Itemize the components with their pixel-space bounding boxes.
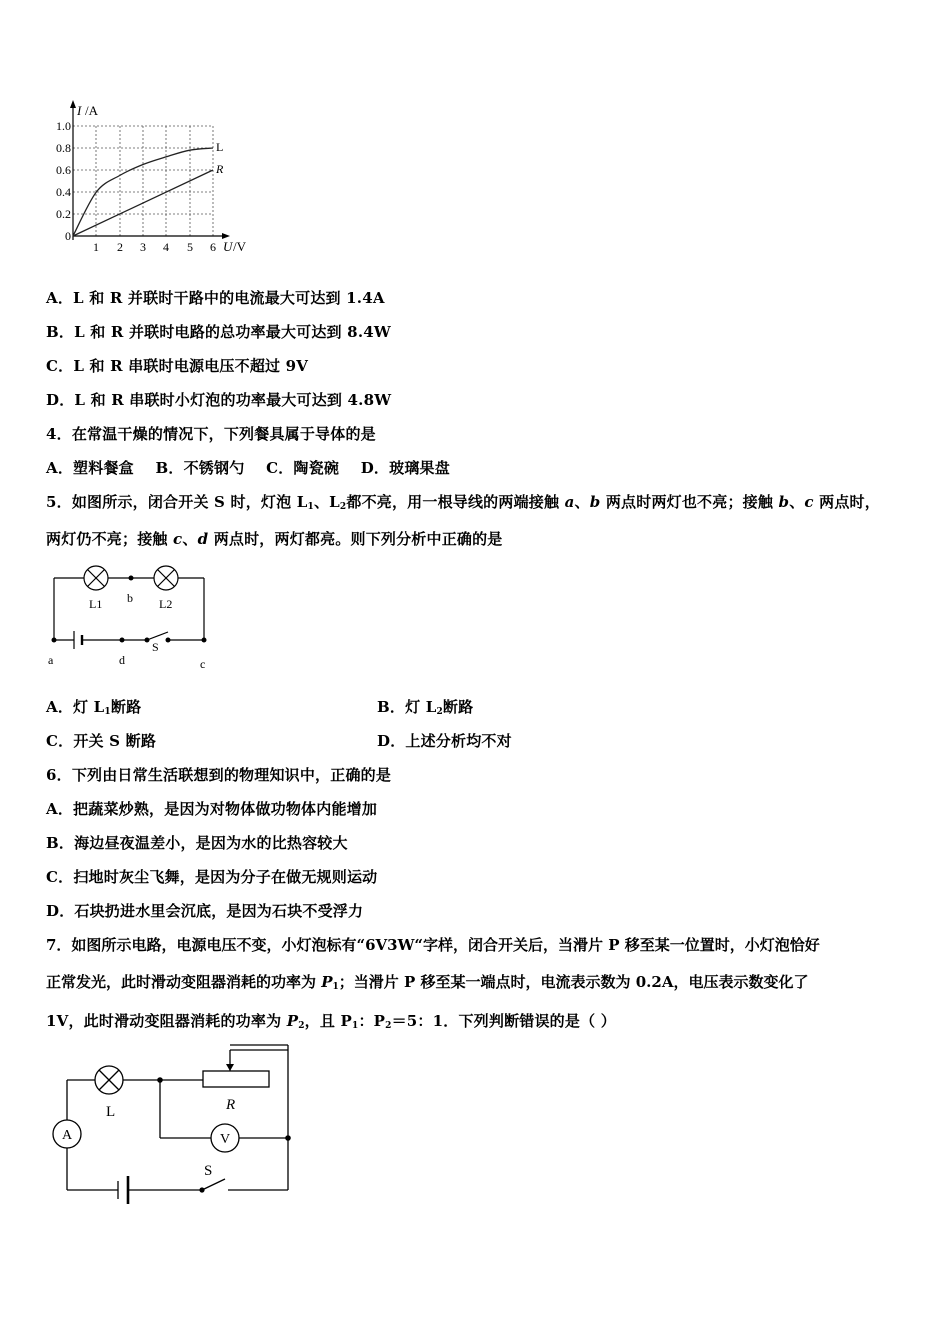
x-tick-label: 3 xyxy=(140,240,146,254)
q7-stem-line2: 正常发光，此时滑动变阻器消耗的功率为 $P_1$；当滑片 P 移至某一端点时，电流表示数为 0.2A，电压表示数变化了 xyxy=(46,973,809,992)
q5-circuit-diagram xyxy=(42,560,222,675)
q3-option-b: B．L 和 R 并联时电路的总功率最大可达到 8.4W xyxy=(46,323,391,341)
y-tick-label: 0 xyxy=(65,229,71,243)
q7-stem-line3: 1V，此时滑动变阻器消耗的功率为 $P_2$，且 $P_1$：$P_2=5$：1．下列判断错误的是（ ） xyxy=(46,1012,616,1031)
label-s: S xyxy=(152,640,159,654)
q6-option-a: A．把蔬菜炒熟，是因为对物体做功物体内能增加 xyxy=(46,800,378,818)
q6-option-b: B．海边昼夜温差小，是因为水的比热容较大 xyxy=(46,834,348,852)
y-tick-label: 1.0 xyxy=(56,119,71,133)
bulb-l1-icon xyxy=(84,566,108,590)
x-axis-label-unit: /V xyxy=(233,239,246,254)
x-tick-label: 2 xyxy=(117,240,123,254)
q3-option-d: D．L 和 R 串联时小灯泡的功率最大可达到 4.8W xyxy=(46,391,392,409)
label-b: b xyxy=(127,591,133,605)
x-tick-label: 1 xyxy=(93,240,99,254)
svg-text:V: V xyxy=(219,1132,231,1147)
x-tick-label: 6 xyxy=(210,240,216,254)
q5-option-a: A．灯 $L_1$断路 xyxy=(46,698,142,717)
q4-stem: 4．在常温干燥的情况下，下列餐具属于导体的是 xyxy=(46,425,376,443)
iu-graph xyxy=(40,98,260,258)
x-tick-label: 4 xyxy=(163,240,169,254)
label-s: S xyxy=(204,1163,213,1179)
q5-stem-line2: 两灯仍不亮；接触 c、d 两点时，两灯都亮。则下列分析中正确的是 xyxy=(46,530,503,548)
x-axis-label-u: U xyxy=(223,239,233,254)
q5-option-c: C．开关 S 断路 xyxy=(46,732,157,750)
q5-stem-line1: 5．如图所示，闭合开关 S 时，灯泡 $L_1$、$L_2$都不亮，用一根导线的两端接触 a、b 两点时两灯也不亮；接触 b、c 两点时， xyxy=(46,493,880,512)
label-l1: L1 xyxy=(89,597,103,611)
label-l: L xyxy=(106,1104,116,1120)
battery-icon xyxy=(74,631,82,649)
label-l2: L2 xyxy=(159,597,173,611)
q6-stem: 6．下列由日常生活联想到的物理知识中，正确的是 xyxy=(46,766,392,784)
q5-option-b: B．灯 $L_2$断路 xyxy=(377,698,474,717)
q7-circuit-diagram xyxy=(40,1040,310,1205)
label-d: d xyxy=(119,653,125,667)
q4-options: A．塑料餐盒 B．不锈钢勺 C．陶瓷碗 D．玻璃果盘 xyxy=(46,459,450,477)
bulb-l2-icon xyxy=(154,566,178,590)
svg-text:A: A xyxy=(61,1128,73,1143)
y-tick-label: 0.4 xyxy=(56,185,71,199)
battery-icon xyxy=(118,1176,128,1204)
voltmeter-icon xyxy=(211,1124,239,1152)
q3-option-a: A．L 和 R 并联时干路中的电流最大可达到 1.4A xyxy=(46,289,385,307)
curve-l-label: L xyxy=(216,140,224,154)
q3-option-c: C．L 和 R 串联时电源电压不超过 9V xyxy=(46,357,309,375)
q5-option-d: D．上述分析均不对 xyxy=(377,732,512,750)
lamp-icon xyxy=(95,1066,123,1094)
q6-option-d: D．石块扔进水里会沉底，是因为石块不受浮力 xyxy=(46,902,364,920)
y-tick-label: 0.2 xyxy=(56,207,71,221)
y-axis-label-unit: /A xyxy=(85,103,98,118)
q7-stem-line1: 7．如图所示电路，电源电压不变，小灯泡标有“6V3W“字样，闭合开关后，当滑片 P 移至某一位置时，小灯泡恰好 xyxy=(46,936,820,954)
label-c: c xyxy=(200,657,206,671)
y-tick-label: 0.6 xyxy=(56,163,71,177)
q6-option-c: C．扫地时灰尘飞舞，是因为分子在做无规则运动 xyxy=(46,868,378,886)
label-r: R xyxy=(226,1097,236,1113)
curve-r-label: R xyxy=(216,162,224,176)
y-axis-label-i: I xyxy=(77,103,82,118)
label-a: a xyxy=(48,653,54,667)
x-tick-label: 5 xyxy=(187,240,193,254)
y-tick-label: 0.8 xyxy=(56,141,71,155)
ammeter-icon xyxy=(53,1120,81,1148)
